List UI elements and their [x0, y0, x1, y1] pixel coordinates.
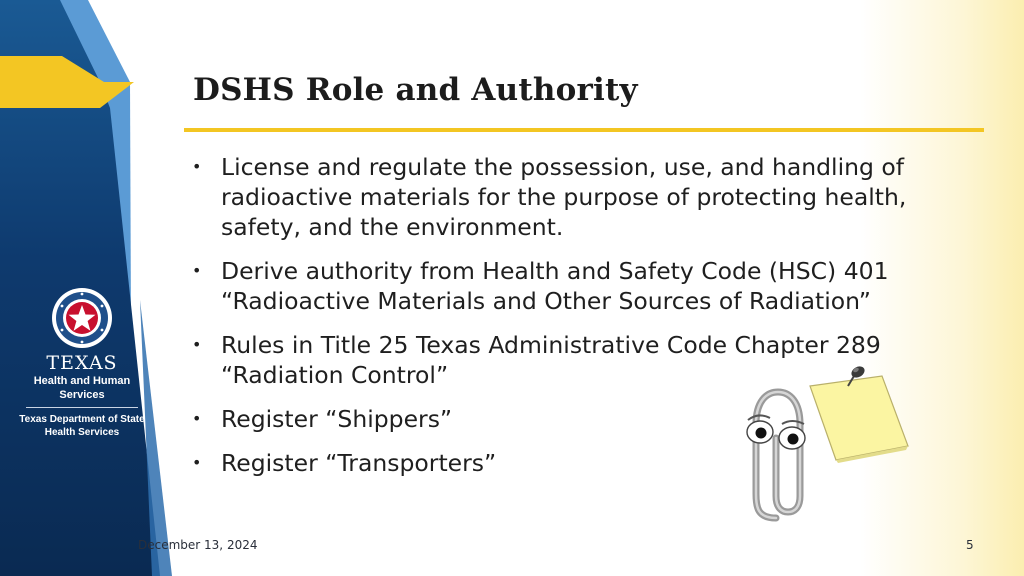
bullet-icon: •	[192, 409, 202, 428]
logo-dshs-text: Texas Department of State Health Services	[19, 414, 145, 438]
bullet-icon: •	[192, 157, 202, 176]
bullet-icon: •	[192, 453, 202, 472]
bullet-text: Register “Transporters”	[221, 449, 497, 477]
bullet-icon: •	[192, 335, 202, 354]
bullet-text: Derive authority from Health and Safety Code (HSC) 401 “Radioactive Materials and Other Sources of Radiation”	[221, 257, 889, 315]
logo-texas-text: TEXAS	[46, 352, 118, 374]
sticky-note-icon	[810, 376, 908, 463]
texas-seal-icon	[50, 286, 114, 350]
bullet-icon: •	[192, 261, 202, 280]
title-underline	[184, 128, 984, 132]
paperclip-icon	[747, 392, 805, 518]
logo-hhs-text: Health and Human Services	[33, 375, 131, 401]
bullet-item	[192, 256, 982, 316]
logo-divider	[26, 407, 138, 408]
clippy-clipart	[736, 362, 920, 526]
bullet-text: License and regulate the possession, use, and handling of radioactive materials for the purpose of protecting health, safety, and the environment.	[221, 153, 907, 241]
page-number: 5	[966, 538, 974, 552]
bullet-item	[192, 152, 982, 242]
footer-date: December 13, 2024	[138, 538, 258, 552]
hhs-logo	[14, 286, 150, 439]
bullet-text: Rules in Title 25 Texas Administrative Code Chapter 289 “Radiation Control”	[221, 331, 881, 389]
bullet-text: Register “Shippers”	[221, 405, 453, 433]
slide-title: DSHS Role and Authority	[193, 72, 638, 108]
